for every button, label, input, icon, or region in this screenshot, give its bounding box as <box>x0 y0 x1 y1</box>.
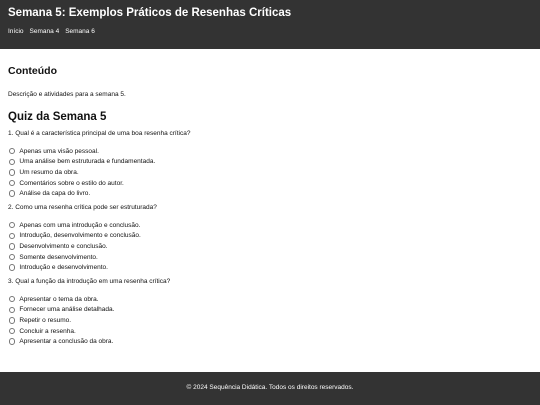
radio-button[interactable] <box>9 243 15 249</box>
radio-button[interactable] <box>9 148 15 154</box>
answer-option[interactable] <box>8 157 528 168</box>
answer-label: Fornecer uma análise detalhada. <box>19 306 115 314</box>
radio-button[interactable] <box>9 307 15 313</box>
page-title: Semana 5: Exemplos Práticos de Resenhas Críticas <box>8 7 292 19</box>
radio-button[interactable] <box>9 296 15 302</box>
answer-label: Concluir a resenha. <box>19 327 76 335</box>
answer-label: Somente desenvolvimento. <box>19 253 98 261</box>
main-content <box>8 64 528 352</box>
radio-button[interactable] <box>9 222 15 228</box>
site-header <box>0 0 540 49</box>
radio-button[interactable] <box>9 180 15 186</box>
radio-button[interactable] <box>9 159 15 165</box>
answer-option[interactable] <box>8 326 528 337</box>
nav-link-inicio[interactable]: Início <box>8 28 24 35</box>
quiz-question <box>8 130 528 199</box>
answer-label: Apenas uma visão pessoal. <box>19 147 99 155</box>
answer-option[interactable] <box>8 252 528 263</box>
answer-option[interactable] <box>8 241 528 252</box>
answer-label: Apenas com uma introdução e conclusão. <box>19 221 141 229</box>
radio-button[interactable] <box>9 233 15 239</box>
radio-button[interactable] <box>9 328 15 334</box>
answer-label: Introdução e desenvolvimento. <box>19 264 108 272</box>
answer-label: Desenvolvimento e conclusão. <box>19 242 108 250</box>
quiz-question <box>8 204 528 273</box>
answer-option[interactable] <box>8 305 528 316</box>
answer-label: Apresentar a conclusão da obra. <box>19 338 114 346</box>
answer-label: Apresentar o tema da obra. <box>19 295 99 303</box>
answer-option[interactable] <box>8 220 528 231</box>
quiz-heading: Quiz da Semana 5 <box>8 111 107 123</box>
answer-option[interactable] <box>8 231 528 242</box>
answer-option[interactable] <box>8 262 528 273</box>
site-footer <box>0 372 540 405</box>
answer-label: Repetir o resumo. <box>19 316 72 324</box>
radio-button[interactable] <box>9 169 15 175</box>
question-text: 3. Qual a função da introdução em uma resenha crítica? <box>8 277 171 285</box>
radio-button[interactable] <box>9 317 15 323</box>
question-text: 2. Como uma resenha crítica pode ser estruturada? <box>8 203 157 211</box>
answer-label: Comentários sobre o estilo do autor. <box>19 179 124 187</box>
answer-option[interactable] <box>8 178 528 189</box>
content-heading: Conteúdo <box>8 65 57 77</box>
answer-label: Uma análise bem estruturada e fundamentada. <box>19 158 156 166</box>
content-description: Descrição e atividades para a semana 5. <box>8 91 126 98</box>
answer-option[interactable] <box>8 188 528 199</box>
radio-button[interactable] <box>9 254 15 260</box>
radio-button[interactable] <box>9 190 15 196</box>
radio-button[interactable] <box>9 338 15 344</box>
answer-label: Um resumo da obra. <box>19 168 79 176</box>
answer-label: Introdução, desenvolvimento e conclusão. <box>19 232 141 240</box>
answer-label: Análise da capa do livro. <box>19 190 91 198</box>
quiz-questions <box>8 130 528 347</box>
question-text: 1. Qual é a característica principal de uma boa resenha crítica? <box>8 130 191 137</box>
answer-options <box>8 146 528 199</box>
answer-option[interactable] <box>8 167 528 178</box>
answer-options <box>8 220 528 273</box>
radio-button[interactable] <box>9 264 15 270</box>
nav-link-semana-4[interactable]: Semana 4 <box>29 28 60 35</box>
answer-option[interactable] <box>8 294 528 305</box>
answer-option[interactable] <box>8 146 528 157</box>
answer-option[interactable] <box>8 336 528 347</box>
answer-options <box>8 294 528 347</box>
footer-copyright: © 2024 Sequência Didática. Todos os direitos reservados. <box>186 384 354 391</box>
nav-link-semana-6[interactable]: Semana 6 <box>65 28 95 35</box>
quiz-question <box>8 278 528 347</box>
answer-option[interactable] <box>8 315 528 326</box>
main-nav <box>8 28 95 36</box>
